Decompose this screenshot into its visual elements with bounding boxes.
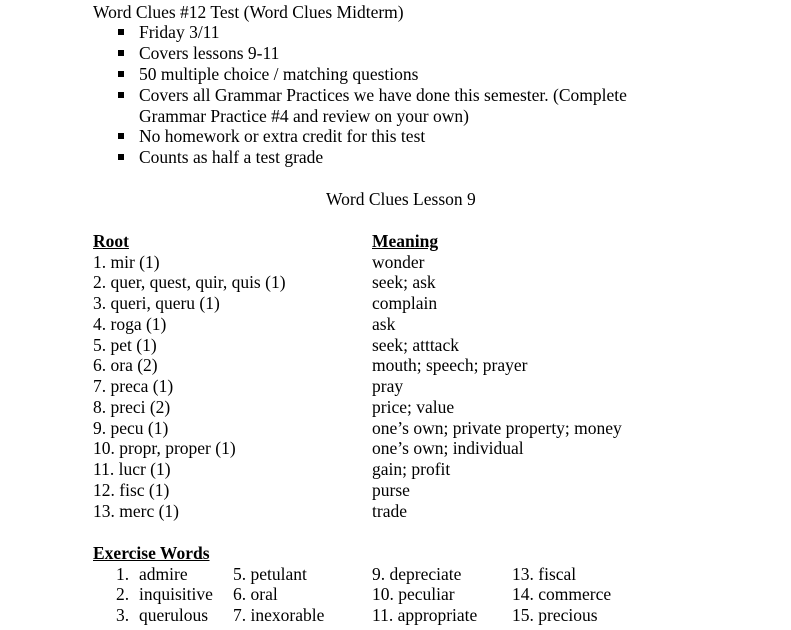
meaning-item: mouth; speech; prayer	[372, 355, 528, 375]
lesson-title: Word Clues Lesson 9	[326, 189, 476, 209]
meaning-item: pray	[372, 376, 404, 396]
exercise-number: 1.	[116, 564, 130, 584]
root-header: Root	[93, 231, 129, 251]
root-item: 6. ora (2)	[93, 355, 158, 375]
root-item: 1. mir (1)	[93, 252, 160, 272]
root-item: 10. propr, proper (1)	[93, 438, 236, 458]
exercise-number: 3.	[116, 605, 130, 625]
meaning-item: trade	[372, 501, 407, 521]
exercise-word: 11. appropriate	[372, 605, 478, 625]
test-bullet-5: No homework or extra credit for this test	[139, 126, 426, 146]
meaning-header: Meaning	[372, 231, 439, 251]
root-item: 4. roga (1)	[93, 314, 167, 334]
bullet-icon	[118, 92, 124, 98]
bullet-icon	[118, 133, 124, 139]
exercise-word: admire	[139, 564, 188, 584]
meaning-item: one’s own; individual	[372, 438, 524, 458]
test-bullet-3: 50 multiple choice / matching questions	[139, 64, 419, 84]
exercise-word: 15. precious	[512, 605, 598, 625]
meaning-item: complain	[372, 293, 438, 313]
meaning-item: price; value	[372, 397, 455, 417]
test-title: Word Clues #12 Test (Word Clues Midterm)	[93, 2, 404, 22]
bullet-icon	[118, 71, 124, 77]
exercise-word: 13. fiscal	[512, 564, 577, 584]
root-item: 3. queri, queru (1)	[93, 293, 220, 313]
bullet-icon	[118, 50, 124, 56]
exercise-word: 14. commerce	[512, 584, 612, 604]
test-bullet-6: Counts as half a test grade	[139, 147, 324, 167]
root-item: 11. lucr (1)	[93, 459, 171, 479]
bullet-icon	[118, 29, 124, 35]
meaning-item: gain; profit	[372, 459, 451, 479]
exercise-word: 7. inexorable	[233, 605, 325, 625]
exercise-word: 9. depreciate	[372, 564, 462, 584]
test-bullet-4: Covers all Grammar Practices we have done this semester. (Complete	[139, 85, 627, 105]
test-bullet-1: Friday 3/11	[139, 22, 220, 42]
exercise-word: inquisitive	[139, 584, 213, 604]
root-item: 13. merc (1)	[93, 501, 180, 521]
meaning-item: ask	[372, 314, 396, 334]
bullet-icon	[118, 154, 124, 160]
exercise-word: 5. petulant	[233, 564, 307, 584]
root-item: 8. preci (2)	[93, 397, 171, 417]
meaning-item: wonder	[372, 252, 425, 272]
meaning-item: seek; atttack	[372, 335, 459, 355]
exercise-number: 2.	[116, 584, 130, 604]
test-bullet-2: Covers lessons 9-11	[139, 43, 280, 63]
root-item: 5. pet (1)	[93, 335, 157, 355]
meaning-item: one’s own; private property; money	[372, 418, 622, 438]
root-item: 7. preca (1)	[93, 376, 174, 396]
exercise-word: querulous	[139, 605, 209, 625]
meaning-item: purse	[372, 480, 410, 500]
meaning-item: seek; ask	[372, 272, 436, 292]
root-item: 2. quer, quest, quir, quis (1)	[93, 272, 286, 292]
root-item: 12. fisc (1)	[93, 480, 170, 500]
exercise-word: 6. oral	[233, 584, 278, 604]
exercise-header: Exercise Words	[93, 543, 210, 563]
exercise-word: 10. peculiar	[372, 584, 455, 604]
test-bullet-4-continued: Grammar Practice #4 and review on your own)	[139, 106, 469, 126]
root-item: 9. pecu (1)	[93, 418, 169, 438]
